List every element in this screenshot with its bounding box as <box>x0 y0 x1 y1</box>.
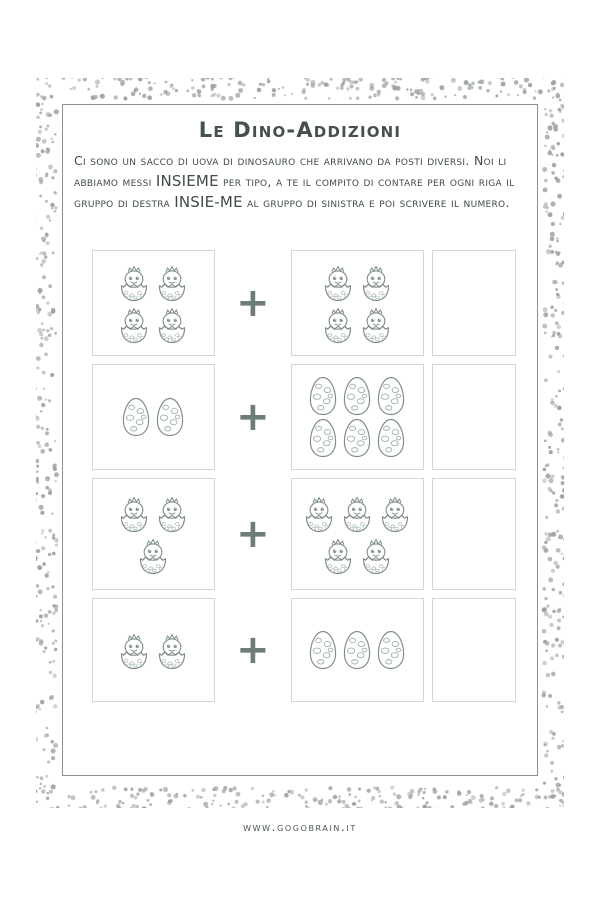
hatching-dino-egg-icon <box>359 535 393 575</box>
instructions-emphasis-insieme: INSIEME <box>155 172 219 190</box>
dino-egg-icon <box>342 376 372 416</box>
plus-cell <box>215 478 292 590</box>
dino-egg-icon <box>342 630 372 670</box>
instructions-line-4b: al gruppo di sinistra e poi scrivere il numero. <box>242 195 510 210</box>
footer-website: www.gogobrain.it <box>243 820 357 834</box>
left-group-items <box>99 256 207 350</box>
hatching-dino-egg-icon <box>155 304 189 344</box>
dino-egg-icon <box>308 630 338 670</box>
dino-egg-icon <box>121 397 151 437</box>
hatching-dino-egg-icon <box>136 535 170 575</box>
instructions-emphasis-me: ME <box>219 193 243 211</box>
dino-egg-icon <box>342 418 372 458</box>
instructions-line-2a: posti diversi. Noi li abbiamo messi <box>74 153 507 189</box>
plus-icon: + <box>236 511 270 557</box>
plus-cell <box>215 598 292 702</box>
plus-cell <box>215 364 292 470</box>
hatching-dino-egg-icon <box>378 493 412 533</box>
right-group-items <box>295 487 419 581</box>
instructions-emphasis-insie: INSIE- <box>174 193 220 211</box>
dino-egg-icon <box>376 376 406 416</box>
exercise-row <box>92 364 516 470</box>
exercise-list <box>92 250 516 710</box>
right-group-cell <box>291 250 423 356</box>
hatching-dino-egg-icon <box>155 630 189 670</box>
dino-egg-icon <box>376 418 406 458</box>
right-group-cell <box>291 598 423 702</box>
hatching-dino-egg-icon <box>117 262 151 302</box>
hatching-dino-egg-icon <box>340 493 374 533</box>
hatching-dino-egg-icon <box>359 304 393 344</box>
left-group-cell <box>92 478 215 590</box>
right-group-cell <box>291 364 423 470</box>
dino-egg-icon <box>376 630 406 670</box>
answer-input-box[interactable] <box>432 250 516 356</box>
hatching-dino-egg-icon <box>321 535 355 575</box>
hatching-dino-egg-icon <box>117 493 151 533</box>
left-group-cell <box>92 250 215 356</box>
right-group-items <box>295 370 419 464</box>
left-group-cell <box>92 598 215 702</box>
instructions-line-2b: per tipo, a te il <box>218 174 312 189</box>
left-group-items <box>99 487 207 581</box>
right-group-items <box>303 256 411 350</box>
left-group-items <box>99 624 207 676</box>
left-group-cell <box>92 364 215 470</box>
plus-cell <box>215 250 292 356</box>
plus-icon: + <box>236 280 270 326</box>
instructions-line-1: Ci sono un sacco di uova di dinosauro che arrivano da <box>74 153 391 168</box>
instructions-text <box>74 150 526 213</box>
page-title: Le Dino-Addizioni <box>198 118 402 142</box>
hatching-dino-egg-icon <box>321 304 355 344</box>
dino-egg-icon <box>308 418 338 458</box>
plus-icon: + <box>236 394 270 440</box>
hatching-dino-egg-icon <box>117 304 151 344</box>
dino-egg-icon <box>155 397 185 437</box>
hatching-dino-egg-icon <box>302 493 336 533</box>
answer-input-box[interactable] <box>432 478 516 590</box>
hatching-dino-egg-icon <box>321 262 355 302</box>
plus-icon: + <box>236 627 270 673</box>
instructions-line-3a: compito di contare per ogni riga il gruppo di destra <box>74 174 515 210</box>
hatching-dino-egg-icon <box>359 262 393 302</box>
hatching-dino-egg-icon <box>155 262 189 302</box>
dino-egg-icon <box>308 376 338 416</box>
hatching-dino-egg-icon <box>155 493 189 533</box>
answer-input-box[interactable] <box>432 598 516 702</box>
hatching-dino-egg-icon <box>117 630 151 670</box>
exercise-row <box>92 598 516 702</box>
left-group-items <box>99 391 207 443</box>
exercise-row <box>92 250 516 356</box>
right-group-cell <box>291 478 423 590</box>
answer-input-box[interactable] <box>432 364 516 470</box>
right-group-items <box>295 624 419 676</box>
exercise-row <box>92 478 516 590</box>
